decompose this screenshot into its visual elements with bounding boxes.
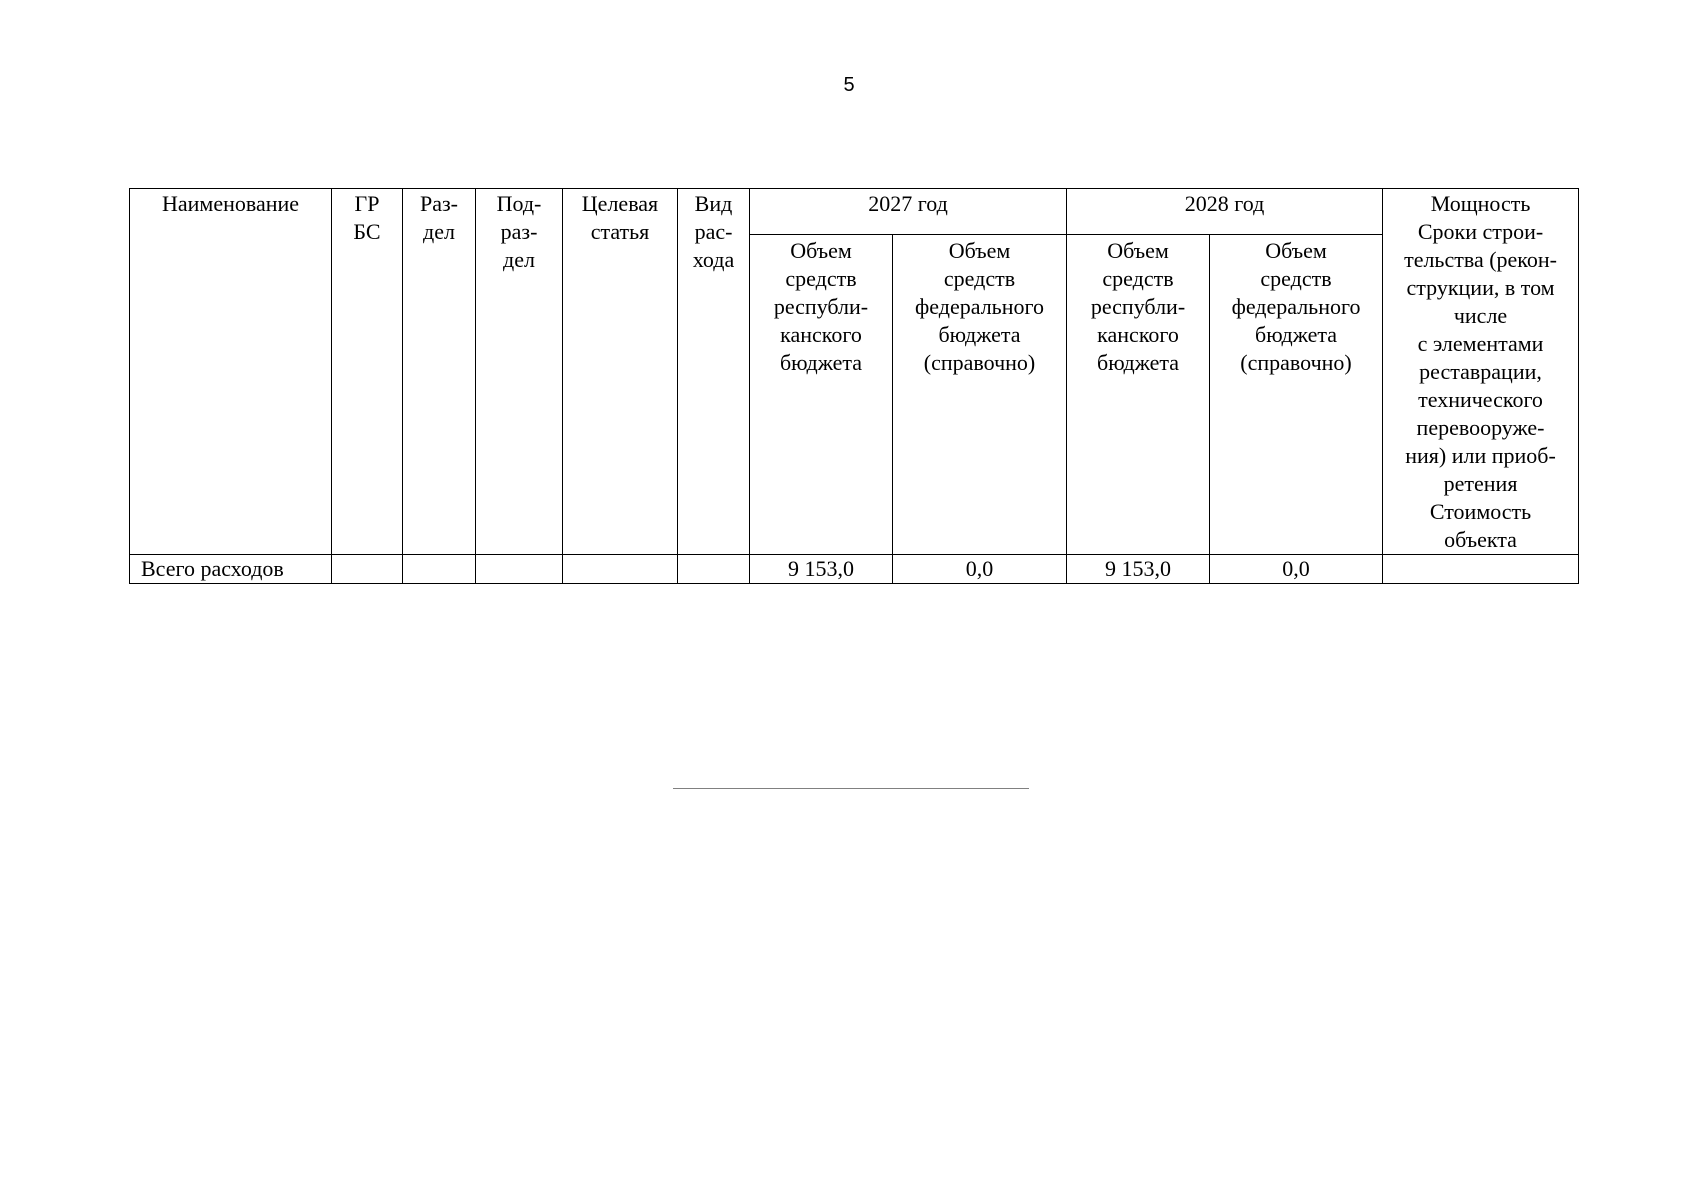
header-tselevaya-statya-text: Целевая статья <box>581 191 659 244</box>
total-2028-republic-cell: 9 153,0 <box>1067 555 1210 584</box>
header-year-2028 <box>1067 189 1383 235</box>
header-2028-federal <box>1210 235 1383 555</box>
header-grbs <box>332 189 403 555</box>
header-capacity-text: Мощность Сроки строи- тельства (рекон- струкции, в том числе с элементами реставрации, технического перевооруже- ния) или приоб- ретения Стоимость объекта <box>1404 191 1557 552</box>
total-grbs-cell <box>332 555 403 584</box>
header-vid-raskhoda-text: Вид рас- хода <box>692 191 735 272</box>
header-year-2027 <box>750 189 1067 235</box>
total-vid-raskhoda-cell <box>678 555 750 584</box>
header-name-text: Наименование <box>161 191 300 216</box>
header-year-2028-text: 2028 год <box>1184 191 1265 216</box>
total-capacity-cell <box>1383 555 1579 584</box>
header-2028-republic <box>1067 235 1210 555</box>
footer-rule <box>673 788 1029 789</box>
header-row-top <box>130 189 1579 235</box>
header-2028-republic-text: Объем средств республи- канского бюджета <box>1090 238 1186 376</box>
header-grbs-text: ГР БС <box>353 191 381 244</box>
total-name-cell: Всего расходов <box>130 555 332 584</box>
header-vid-raskhoda <box>678 189 750 555</box>
table-body <box>130 555 1579 584</box>
total-2027-federal-cell: 0,0 <box>893 555 1067 584</box>
header-2028-federal-text: Объем средств федерального бюджета (справочно) <box>1231 238 1361 376</box>
total-2027-republic-cell: 9 153,0 <box>750 555 893 584</box>
table-header <box>130 189 1579 555</box>
header-razdel <box>403 189 476 555</box>
page-number: 5 <box>843 74 855 96</box>
header-podrazdel <box>476 189 563 555</box>
header-name <box>130 189 332 555</box>
table-row-total <box>130 555 1579 584</box>
header-2027-federal-text: Объем средств федерального бюджета (справочно) <box>915 238 1044 376</box>
total-razdel-cell <box>403 555 476 584</box>
header-podrazdel-text: Под- раз- дел <box>496 191 542 272</box>
header-2027-federal <box>893 235 1067 555</box>
budget-table <box>129 188 1579 584</box>
total-podrazdel-cell <box>476 555 563 584</box>
header-tselevaya-statya <box>563 189 678 555</box>
total-2028-federal-cell: 0,0 <box>1210 555 1383 584</box>
header-capacity <box>1383 189 1579 555</box>
header-2027-republic <box>750 235 893 555</box>
header-year-2027-text: 2027 год <box>868 191 948 216</box>
total-tselevaya-statya-cell <box>563 555 678 584</box>
header-2027-republic-text: Объем средств республи- канского бюджета <box>773 238 869 376</box>
header-razdel-text: Раз- дел <box>419 191 459 244</box>
